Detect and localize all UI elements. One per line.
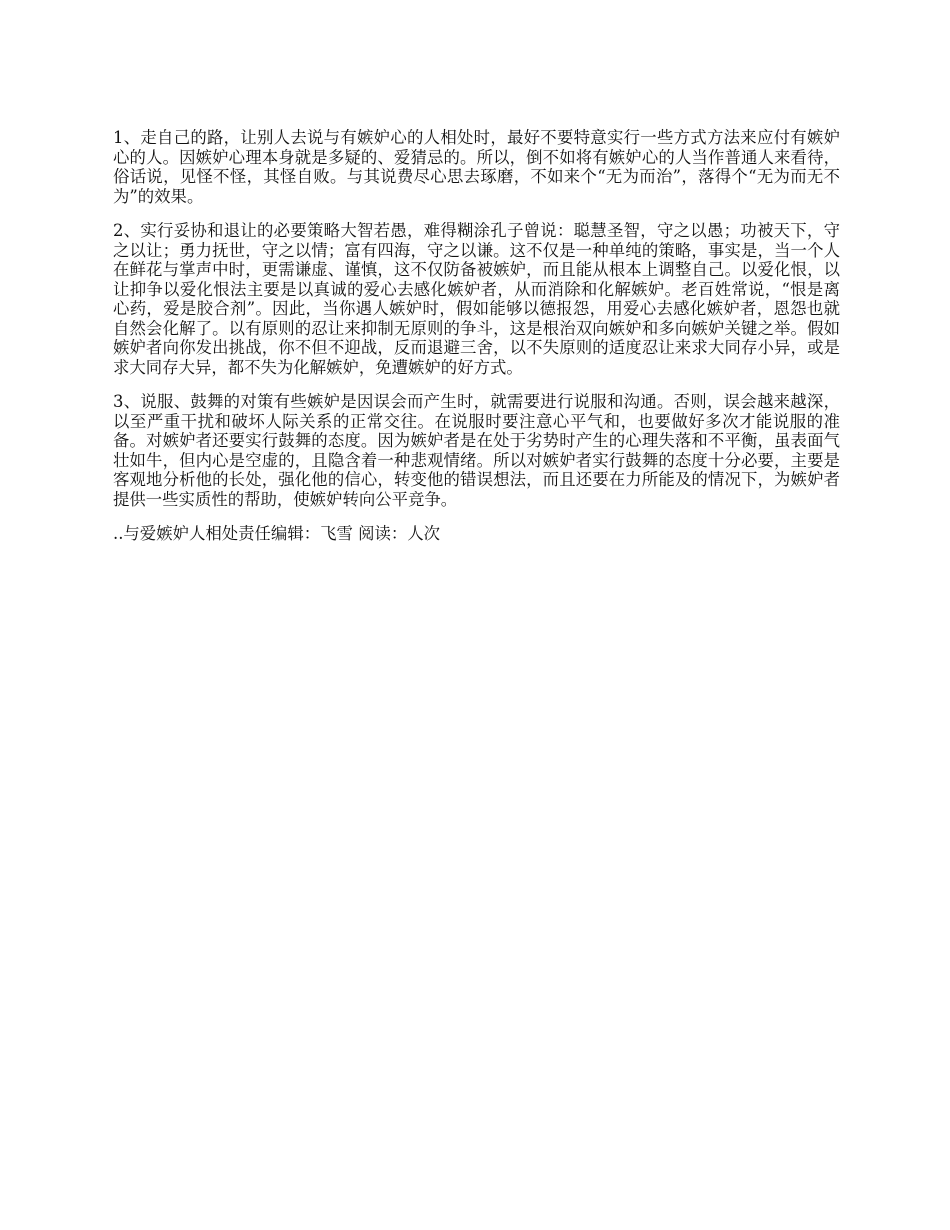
article-footer: ..与爱嫉妒人相处责任编辑：飞雪 阅读：人次 — [113, 524, 441, 543]
paragraph-2: 2、实行妥协和退让的必要策略大智若愚，难得糊涂孔子曾说：聪慧圣智，守之以愚；功被天下，守之以让；勇力抚世，守之以情；富有四海，守之以谦。这不仅是一种单纯的策略，事实是，当一个人在鲜花与掌声中时，更需谦虚、谨慎，这不仅防备被嫉妒，而且能从根本上调整自己。以爱化恨，以让抑争以爱化恨法主要是以真诚的爱心去感化嫉妒者，从而消除和化解嫉妒。老百姓常说，“恨是离心药，爱是胶合剂”。因此，当你遇人嫉妒时，假如能够以德报怨，用爱心去感化嫉妒者，恩怨也就自然会化解了。以有原则的忍让来抑制无原则的争斗，这是根治双向嫉妒和多向嫉妒关键之举。假如嫉妒者向你发出挑战，你不但不迎战，反而退避三舍，以不失原则的适度忍让来求大同存小异，或是求大同存大异，都不失为化解嫉妒，免遭嫉妒的好方式。 — [113, 221, 840, 377]
document-body — [113, 128, 840, 544]
paragraph-1: 1、走自己的路，让别人去说与有嫉妒心的人相处时，最好不要特意实行一些方式方法来应付有嫉妒心的人。因嫉妒心理本身就是多疑的、爱猜忌的。所以，倒不如将有嫉妒心的人当作普通人来看待，俗话说，见怪不怪，其怪自败。与其说费尽心思去琢磨，不如来个“无为而治”，落得个“无为而无不为”的效果。 — [113, 128, 840, 206]
paragraph-3: 3、说服、鼓舞的对策有些嫉妒是因误会而产生时，就需要进行说服和沟通。否则，误会越来越深，以至严重干扰和破坏人际关系的正常交往。在说服时要注意心平气和，也要做好多次才能说服的准备。对嫉妒者还要实行鼓舞的态度。因为嫉妒者是在处于劣势时产生的心理失落和不平衡，虽表面气壮如牛，但内心是空虚的，且隐含着一种悲观情绪。所以对嫉妒者实行鼓舞的态度十分必要，主要是客观地分析他的长处，强化他的信心，转变他的错误想法，而且还要在力所能及的情况下，为嫉妒者提供一些实质性的帮助，使嫉妒转向公平竞争。 — [113, 392, 840, 509]
